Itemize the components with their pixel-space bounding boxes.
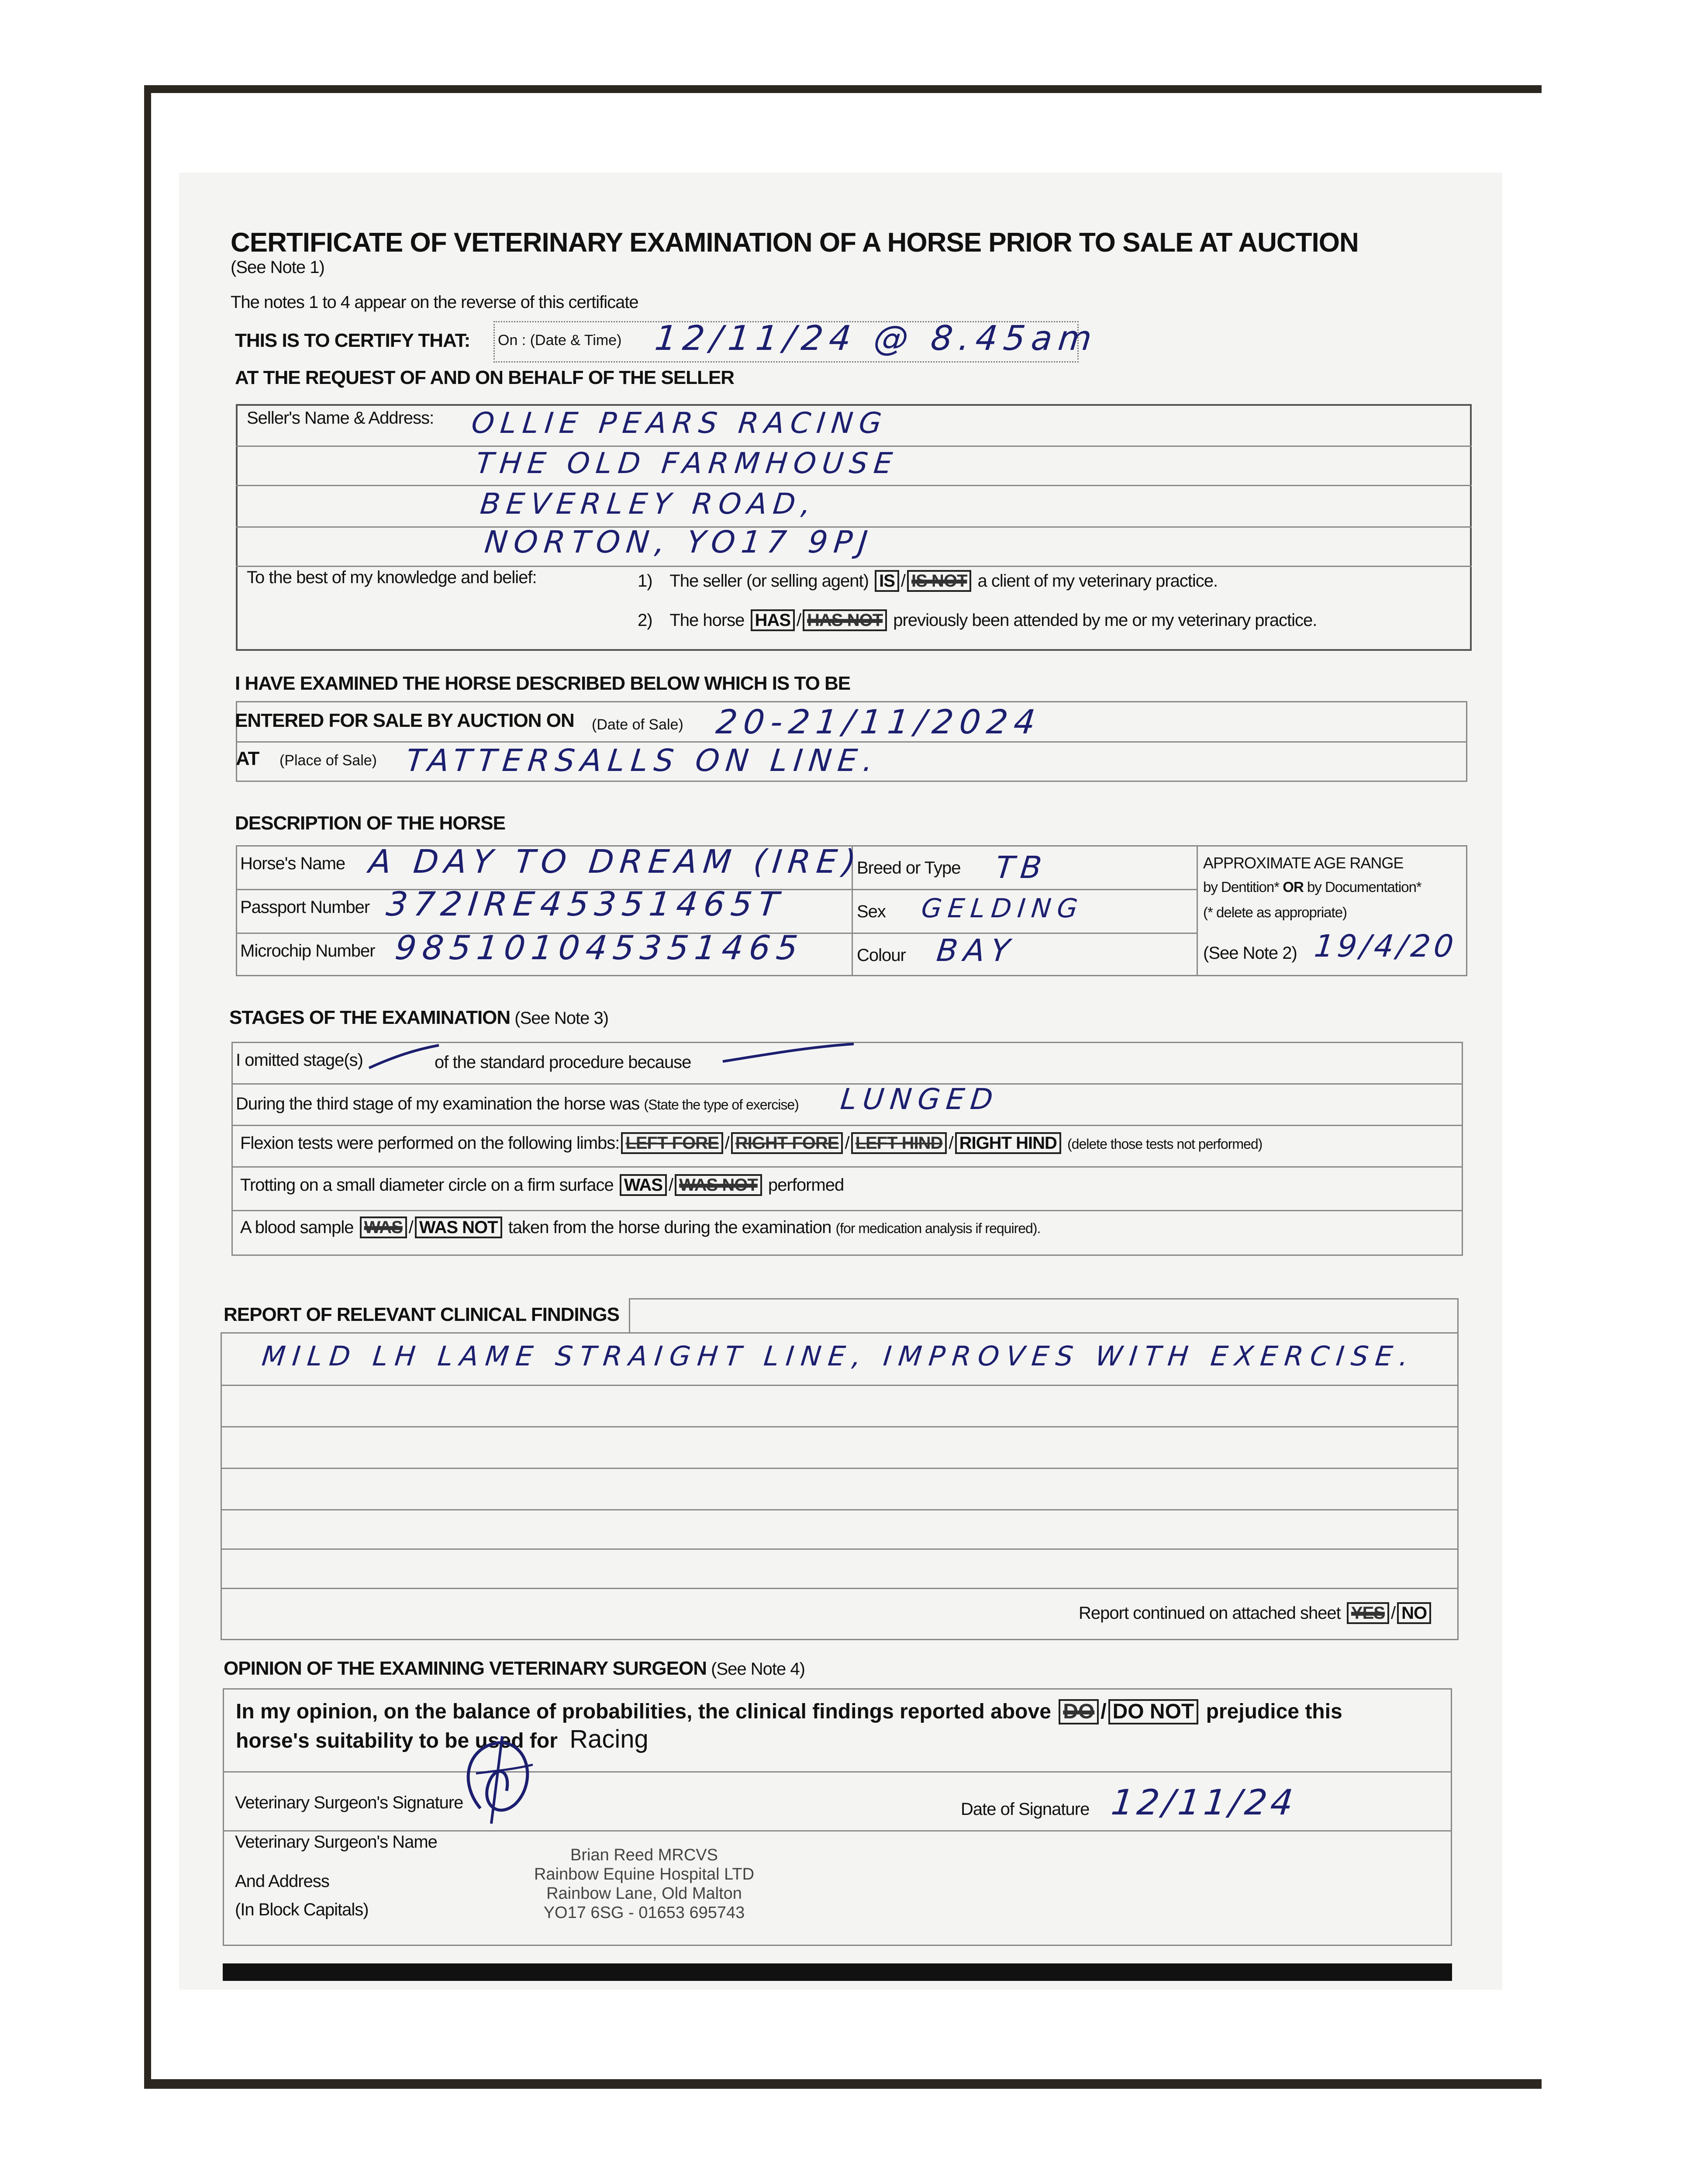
top-edge bbox=[144, 85, 1542, 93]
omitted-stage-mid: of the standard procedure because bbox=[435, 1053, 691, 1072]
separator: / bbox=[797, 611, 801, 630]
flexion-row bbox=[240, 1132, 1262, 1154]
statement-2-num: 2) bbox=[638, 611, 652, 630]
sale-heading-1: I HAVE EXAMINED THE HORSE DESCRIBED BELOW WHICH IS TO BE bbox=[235, 673, 851, 694]
place-label: (Place of Sale) bbox=[279, 752, 377, 769]
flexion-pre: Flexion tests were performed on the following limbs: bbox=[240, 1133, 620, 1153]
seller-line-4 bbox=[236, 566, 1472, 567]
opinion-line-1-text bbox=[236, 1699, 1342, 1724]
report-heading-tab bbox=[629, 1298, 1459, 1333]
place-value: TATTERSALLS ON LINE. bbox=[404, 743, 881, 778]
age-see-note-2: (See Note 2) bbox=[1203, 943, 1297, 963]
separator: / bbox=[900, 571, 906, 591]
age-or: OR bbox=[1283, 879, 1304, 895]
statement-2-post: previously been attended by me or my veterinary practice. bbox=[893, 611, 1317, 630]
flexion-left-fore[interactable]: LEFT FORE bbox=[621, 1132, 723, 1154]
notes-line: The notes 1 to 4 appear on the reverse of this certificate bbox=[231, 293, 638, 312]
omitted-stage-pre: I omitted stage(s) bbox=[236, 1051, 363, 1070]
statement-1-post: a client of my veterinary practice. bbox=[977, 571, 1218, 591]
stages-heading-block bbox=[229, 1007, 608, 1029]
sex-value: GELDING bbox=[920, 893, 1085, 924]
opinion-do-not[interactable]: DO NOT bbox=[1108, 1699, 1199, 1724]
flexion-left-hind[interactable]: LEFT HIND bbox=[851, 1132, 947, 1154]
third-stage-row bbox=[236, 1094, 799, 1114]
microchip-value: 985101045351465 bbox=[393, 928, 806, 967]
left-edge bbox=[144, 85, 151, 2086]
stages-line-4 bbox=[231, 1210, 1463, 1211]
description-heading: DESCRIPTION OF THE HORSE bbox=[235, 812, 505, 834]
age-by-dentition: by Dentition* bbox=[1203, 879, 1280, 895]
horse-name-value: A DAY TO DREAM (IRE) bbox=[367, 843, 864, 881]
passport-label: Passport Number bbox=[240, 898, 370, 917]
report-continued-no[interactable]: NO bbox=[1397, 1602, 1431, 1624]
certificate-title: CERTIFICATE OF VETERINARY EXAMINATION OF A HORSE PRIOR TO SALE AT AUCTION bbox=[231, 228, 1359, 258]
separator: / bbox=[1390, 1603, 1396, 1623]
seller-address-line-1: OLLIE PEARS RACING bbox=[469, 406, 890, 440]
flexion-post: (delete those tests not performed) bbox=[1067, 1136, 1263, 1152]
report-findings: MILD LH LAME STRAIGHT LINE, IMPROVES WITH EXERCISE. bbox=[260, 1340, 1417, 1372]
stamp-line-4: YO17 6SG - 01653 695743 bbox=[543, 1904, 745, 1922]
blood-was-not[interactable]: WAS NOT bbox=[415, 1216, 502, 1238]
report-line-4 bbox=[221, 1509, 1459, 1510]
colour-label: Colour bbox=[857, 946, 906, 965]
report-line-5 bbox=[221, 1548, 1459, 1550]
bottom-black-band bbox=[223, 1963, 1452, 1981]
colour-value: BAY bbox=[935, 933, 1018, 968]
blood-pre: A blood sample bbox=[240, 1218, 354, 1237]
vet-name-label: Veterinary Surgeon's Name bbox=[235, 1832, 437, 1852]
stamp-line-1: Brian Reed MRCVS bbox=[570, 1846, 718, 1864]
third-stage-value: LUNGED bbox=[838, 1082, 1001, 1116]
seller-address-line-3: BEVERLEY ROAD, bbox=[478, 487, 819, 521]
omitted-reason-dash bbox=[721, 1042, 856, 1068]
stages-heading: STAGES OF THE EXAMINATION bbox=[229, 1007, 511, 1028]
trotting-post: performed bbox=[768, 1175, 844, 1195]
seller-label: Seller's Name & Address: bbox=[247, 408, 434, 428]
passport-value: 372IRE45351465T bbox=[384, 885, 787, 923]
report-line-1 bbox=[221, 1385, 1459, 1386]
on-date-label: On : (Date & Time) bbox=[498, 332, 622, 349]
option-is[interactable]: IS bbox=[875, 570, 899, 592]
date-of-signature-value: 12/11/24 bbox=[1109, 1782, 1299, 1823]
opinion-note: (See Note 4) bbox=[711, 1659, 805, 1679]
statement-1-pre: The seller (or selling agent) bbox=[669, 571, 869, 591]
report-line-6 bbox=[221, 1588, 1459, 1589]
microchip-label: Microchip Number bbox=[240, 941, 375, 961]
third-stage-small: (State the type of exercise) bbox=[644, 1097, 799, 1113]
statement-2-pre: The horse bbox=[669, 611, 745, 630]
date-of-signature-label: Date of Signature bbox=[961, 1800, 1090, 1819]
at-label: AT bbox=[236, 748, 259, 769]
age-value: 19/4/20 bbox=[1312, 928, 1459, 964]
sale-heading-2: ENTERED FOR SALE BY AUCTION ON bbox=[235, 710, 574, 731]
stages-line-2 bbox=[231, 1125, 1463, 1126]
vet-address-label: And Address bbox=[235, 1872, 329, 1891]
report-heading: REPORT OF RELEVANT CLINICAL FINDINGS bbox=[224, 1304, 619, 1325]
statement-1 bbox=[638, 570, 1218, 592]
request-line: AT THE REQUEST OF AND ON BEHALF OF THE SELLER bbox=[235, 367, 734, 388]
sex-label: Sex bbox=[857, 902, 886, 921]
blood-small: (for medication analysis if required). bbox=[835, 1220, 1041, 1236]
third-stage-pre: During the third stage of my examination the horse was bbox=[236, 1094, 640, 1113]
trotting-was-not[interactable]: WAS NOT bbox=[675, 1174, 762, 1196]
blood-row bbox=[240, 1216, 1040, 1238]
report-box bbox=[221, 1332, 1459, 1640]
opinion-post: prejudice this bbox=[1206, 1700, 1342, 1723]
opinion-do[interactable]: DO bbox=[1059, 1699, 1099, 1724]
opinion-use: Racing bbox=[569, 1725, 649, 1753]
separator: / bbox=[668, 1175, 673, 1195]
stamp-line-2: Rainbow Equine Hospital LTD bbox=[534, 1865, 755, 1883]
statement-2 bbox=[638, 609, 1317, 631]
stamp-line-3: Rainbow Lane, Old Malton bbox=[546, 1884, 742, 1903]
opinion-pre: In my opinion, on the balance of probabilities, the clinical findings reported above bbox=[236, 1700, 1051, 1723]
bottom-edge bbox=[144, 2079, 1542, 2089]
option-has-not[interactable]: HAS NOT bbox=[803, 609, 887, 631]
separator: / bbox=[408, 1218, 413, 1237]
flexion-right-fore[interactable]: RIGHT FORE bbox=[731, 1132, 843, 1154]
breed-label: Breed or Type bbox=[857, 858, 961, 878]
opinion-line-2-text bbox=[236, 1724, 649, 1754]
opinion-suitability: horse's suitability to be used for bbox=[236, 1729, 558, 1752]
seller-line-2 bbox=[236, 485, 1472, 486]
option-has[interactable]: HAS bbox=[751, 609, 795, 631]
trotting-was[interactable]: WAS bbox=[620, 1174, 667, 1196]
age-delete-note: (* delete as appropriate) bbox=[1203, 904, 1347, 920]
statement-1-num: 1) bbox=[638, 571, 652, 591]
opinion-heading-block bbox=[224, 1658, 805, 1679]
vet-signature bbox=[450, 1730, 546, 1830]
trotting-row bbox=[240, 1174, 844, 1196]
report-line-3 bbox=[221, 1468, 1459, 1469]
separator: / bbox=[949, 1133, 953, 1153]
see-note-1: (See Note 1) bbox=[231, 258, 324, 277]
report-continued-row bbox=[1079, 1602, 1433, 1624]
separator: / bbox=[1101, 1700, 1107, 1723]
certify-label: THIS IS TO CERTIFY THAT: bbox=[235, 330, 470, 351]
separator: / bbox=[845, 1133, 849, 1153]
desc-col-line-2 bbox=[1197, 845, 1198, 976]
age-range-label: APPROXIMATE AGE RANGE bbox=[1203, 854, 1404, 872]
trotting-pre: Trotting on a small diameter circle on a firm surface bbox=[240, 1175, 614, 1195]
horse-name-label: Horse's Name bbox=[240, 854, 345, 873]
blood-post: taken from the horse during the examination bbox=[508, 1218, 831, 1237]
separator: / bbox=[724, 1133, 729, 1153]
opinion-line-2 bbox=[223, 1830, 1452, 1832]
flexion-right-hind[interactable]: RIGHT HIND bbox=[955, 1132, 1061, 1154]
opinion-heading: OPINION OF THE EXAMINING VETERINARY SURGEON bbox=[224, 1658, 707, 1679]
report-continued-label: Report continued on attached sheet bbox=[1079, 1603, 1341, 1623]
on-date-value: 12/11/24 @ 8.45am bbox=[653, 319, 1100, 358]
sale-date-label: (Date of Sale) bbox=[592, 716, 683, 733]
vet-stamp bbox=[522, 1845, 766, 1922]
age-by-documentation: by Documentation* bbox=[1307, 879, 1421, 895]
report-continued-yes[interactable]: YES bbox=[1347, 1602, 1389, 1624]
omitted-stage-dash-1 bbox=[367, 1042, 441, 1072]
stages-note: (See Note 3) bbox=[514, 1009, 609, 1028]
opinion-line-1 bbox=[223, 1771, 1452, 1773]
seller-address-line-2: THE OLD FARMHOUSE bbox=[474, 446, 900, 480]
sale-date-value: 20-21/11/2024 bbox=[714, 702, 1043, 741]
knowledge-label: To the best of my knowledge and belief: bbox=[247, 568, 537, 587]
stages-line-3 bbox=[231, 1166, 1463, 1168]
age-range-by bbox=[1203, 879, 1421, 895]
breed-value: TB bbox=[994, 850, 1050, 885]
report-line-2 bbox=[221, 1426, 1459, 1427]
signature-label: Veterinary Surgeon's Signature bbox=[235, 1793, 463, 1812]
block-capitals-label: (In Block Capitals) bbox=[235, 1900, 369, 1919]
option-is-not[interactable]: IS NOT bbox=[907, 570, 971, 592]
seller-address-line-4: NORTON, YO17 9PJ bbox=[483, 524, 876, 560]
blood-was[interactable]: WAS bbox=[360, 1216, 407, 1238]
